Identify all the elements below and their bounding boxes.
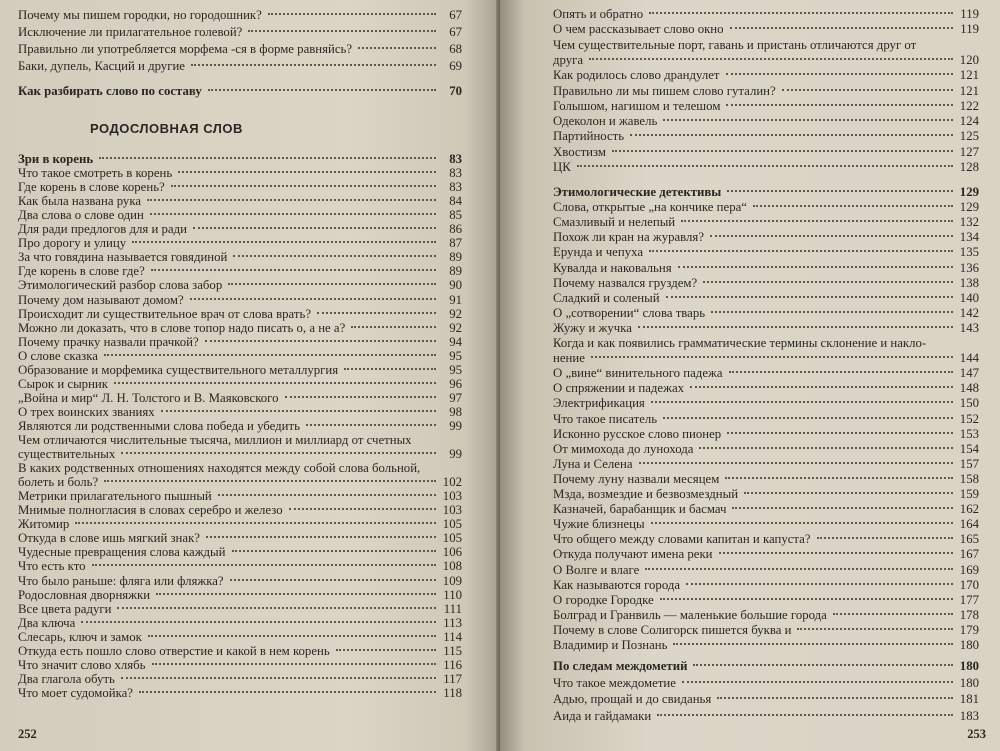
toc-leader-dots bbox=[678, 266, 953, 268]
toc-entry bbox=[553, 159, 979, 176]
toc-entry-page: 119 bbox=[960, 7, 979, 21]
toc-entry-page: 67 bbox=[449, 8, 462, 22]
toc-entry-title: Как была названа рука bbox=[18, 194, 142, 209]
toc-entry-page: 132 bbox=[959, 215, 979, 230]
toc-entry-title: Ерунда и чепуха bbox=[553, 245, 644, 260]
toc-leader-dots bbox=[710, 235, 953, 237]
toc-leader-dots bbox=[205, 340, 436, 342]
toc-entry-page: 159 bbox=[959, 487, 979, 501]
toc-leader-dots bbox=[161, 410, 436, 412]
toc-entry-title: Что есть кто bbox=[18, 559, 86, 574]
toc-leader-dots bbox=[336, 649, 436, 651]
toc-entry-title: О городке Городке bbox=[553, 592, 654, 607]
toc-leader-dots bbox=[132, 241, 436, 243]
toc-entry bbox=[553, 675, 979, 692]
toc-entry-page: 98 bbox=[449, 404, 462, 419]
toc-leader-dots bbox=[171, 185, 436, 187]
toc-entry-page: 164 bbox=[959, 517, 979, 532]
toc-leader-dots bbox=[121, 677, 436, 679]
toc-leader-dots bbox=[193, 227, 436, 229]
toc-entry-page: 108 bbox=[442, 559, 462, 574]
toc-entry-page: 70 bbox=[449, 84, 462, 98]
toc-entry-page: 143 bbox=[959, 320, 979, 335]
toc-entry-page: 87 bbox=[449, 236, 462, 251]
toc-leader-dots bbox=[191, 64, 436, 66]
toc-entry-title: Зри в корень bbox=[18, 152, 94, 166]
toc-entry-page: 127 bbox=[959, 144, 979, 159]
toc-entry bbox=[553, 691, 979, 708]
toc-leader-dots bbox=[726, 73, 953, 75]
toc-entry-title: Аида и гайдамаки bbox=[553, 709, 652, 724]
toc-leader-dots bbox=[358, 47, 436, 49]
toc-entry-title: Мнимые полногласия в словах серебро и железо bbox=[18, 503, 283, 518]
toc-leader-dots bbox=[268, 13, 436, 15]
toc-entry-title: О трех воинских званиях bbox=[18, 404, 155, 419]
toc-entry-title: Происходит ли существительное врач от слова врать? bbox=[18, 306, 312, 321]
toc-entry-page: 94 bbox=[449, 334, 462, 349]
toc-leader-dots bbox=[591, 356, 953, 358]
toc-entry-page: 90 bbox=[449, 278, 462, 293]
toc-leader-dots bbox=[285, 396, 436, 398]
toc-leader-dots bbox=[92, 564, 436, 566]
toc-leader-dots bbox=[673, 643, 953, 645]
toc-leader-dots bbox=[727, 432, 953, 434]
toc-leader-dots bbox=[117, 607, 436, 609]
toc-entry-title: О чем рассказывает слово окно bbox=[553, 22, 724, 37]
toc-entry-page: 129 bbox=[959, 200, 979, 215]
toc-entry-title: Исключение ли прилагательное голевой? bbox=[18, 25, 243, 39]
toc-entry-title: Владимир и Познань bbox=[553, 638, 668, 652]
toc-leader-dots bbox=[726, 104, 953, 106]
toc-leader-dots bbox=[248, 30, 436, 32]
toc-leader-dots bbox=[147, 199, 436, 201]
toc-entry bbox=[18, 58, 462, 75]
toc-entry-title: Откуда получают имена реки bbox=[553, 547, 713, 562]
toc-entry-page: 154 bbox=[959, 441, 979, 456]
toc-entry-page: 121 bbox=[959, 83, 979, 98]
toc-entry-title: Для ради предлогов для и ради bbox=[18, 222, 187, 237]
toc-entry-title: Два ключа bbox=[18, 615, 76, 630]
toc-leader-dots bbox=[190, 298, 436, 300]
toc-leader-dots bbox=[682, 681, 953, 683]
toc-entry-title: Почему мы пишем городки, но городошник? bbox=[18, 8, 262, 22]
toc-leader-dots bbox=[351, 326, 436, 328]
toc-entry-page: 91 bbox=[449, 292, 462, 307]
toc-entry-title: Все цвета радуги bbox=[18, 601, 112, 616]
toc-entry-page: 128 bbox=[959, 160, 979, 174]
toc-entry-page: 180 bbox=[959, 675, 979, 690]
toc-leader-dots bbox=[717, 697, 953, 699]
toc-leader-dots bbox=[121, 452, 436, 454]
toc-leader-dots bbox=[150, 213, 436, 215]
toc-entry-title: О Волге и влаге bbox=[553, 562, 640, 577]
toc-entry-page: 83 bbox=[449, 166, 462, 181]
toc-leader-dots bbox=[732, 507, 953, 509]
toc-leader-dots bbox=[690, 386, 953, 388]
toc-leader-dots bbox=[589, 58, 953, 60]
toc-entry-page: 129 bbox=[959, 185, 979, 199]
toc-leader-dots bbox=[703, 281, 953, 283]
toc-leader-dots bbox=[289, 508, 436, 510]
toc-entry-page: 179 bbox=[959, 622, 979, 637]
toc-entry-title: О „сотворении“ слова тварь bbox=[553, 305, 706, 320]
toc-entry-title: Два глагола обуть bbox=[18, 671, 115, 686]
toc-leader-dots bbox=[148, 635, 436, 637]
toc-entry-title: Правильно ли употребляется морфема -ся в форме равняйсь? bbox=[18, 42, 353, 56]
toc-leader-dots bbox=[577, 165, 953, 167]
toc-entry-title: ЦК bbox=[553, 160, 571, 174]
toc-entry-page: 68 bbox=[449, 42, 462, 56]
toc-entry-page: 119 bbox=[960, 22, 979, 37]
toc-entry-title: Этимологические детективы bbox=[553, 185, 722, 199]
toc-entry-title: Образование и морфемика существительного металлургия bbox=[18, 362, 339, 377]
toc-entry-page: 106 bbox=[442, 545, 462, 560]
toc-leader-dots bbox=[139, 691, 436, 693]
toc-leader-dots bbox=[178, 171, 436, 173]
toc-leader-dots bbox=[317, 312, 436, 314]
toc-entry-page: 135 bbox=[959, 245, 979, 260]
toc-entry-title: О слове сказка bbox=[18, 348, 98, 363]
toc-entry-title: Откуда в слове ишь мягкий знак? bbox=[18, 531, 200, 546]
toc-leader-dots bbox=[104, 354, 436, 356]
toc-leader-dots bbox=[630, 134, 953, 136]
toc-leader-dots bbox=[727, 190, 953, 192]
toc-entry-page: 84 bbox=[449, 194, 462, 209]
toc-leader-dots bbox=[81, 621, 436, 623]
toc-entry-title: Партийность bbox=[553, 129, 625, 144]
toc-entry-title: Где корень в слове где? bbox=[18, 264, 145, 279]
toc-entry-title: Можно ли доказать, что в слове топор надо писать о, а не а? bbox=[18, 320, 346, 335]
toc-leader-dots bbox=[693, 664, 953, 666]
toc-entry-page: 92 bbox=[449, 306, 462, 321]
toc-entry-title: Почему в слове Солигорск пишется буква и bbox=[553, 622, 792, 637]
toc-entry-title: существительных bbox=[18, 447, 116, 462]
toc-entry-page: 144 bbox=[959, 351, 979, 366]
toc-entry-page: 138 bbox=[959, 275, 979, 290]
toc-leader-dots bbox=[114, 382, 436, 384]
toc-entry-page: 148 bbox=[959, 381, 979, 396]
toc-entry-title: За что говядина называется говядиной bbox=[18, 250, 228, 265]
toc-leader-dots bbox=[306, 424, 436, 426]
toc-entry-page: 99 bbox=[449, 418, 462, 433]
toc-entry-title: О „вине“ винительного падежа bbox=[553, 366, 723, 381]
toc-entry-title: Что было раньше: фляга или фляжка? bbox=[18, 573, 224, 588]
toc-entry-page: 67 bbox=[449, 25, 462, 39]
toc-entry-title: Сладкий и соленый bbox=[553, 290, 660, 305]
toc-entry-page: 169 bbox=[959, 562, 979, 577]
toc-entry-title: Мзда, возмездие и безвозмездный bbox=[553, 487, 739, 501]
toc-leader-dots bbox=[725, 477, 953, 479]
toc-entry-page: 125 bbox=[959, 129, 979, 144]
toc-entry-title: Чужие близнецы bbox=[553, 517, 645, 532]
toc-entry-page: 177 bbox=[959, 592, 979, 607]
toc-entry-page: 180 bbox=[959, 638, 979, 652]
toc-entry-page: 158 bbox=[959, 471, 979, 486]
toc-entry-title: Где корень в слове корень? bbox=[18, 180, 165, 195]
toc-entry-title: Что общего между словами капитан и капуста? bbox=[553, 532, 811, 547]
toc-entry-page: 120 bbox=[959, 52, 979, 67]
toc-leader-dots bbox=[663, 119, 953, 121]
toc-entry-page: 89 bbox=[449, 264, 462, 279]
toc-leader-dots bbox=[206, 536, 436, 538]
toc-leader-dots bbox=[208, 89, 436, 91]
toc-entry-title: „Война и мир“ Л. Н. Толстого и В. Маяковского bbox=[18, 390, 279, 405]
toc-entry-page: 167 bbox=[959, 547, 979, 562]
toc-leader-dots bbox=[228, 283, 436, 285]
toc-entry-title: Что значит слово хлябь bbox=[18, 657, 146, 672]
toc-entry-title: Родословная дворняжки bbox=[18, 587, 151, 602]
toc-entry-title: Правильно ли мы пишем слово гуталин? bbox=[553, 83, 776, 98]
toc-entry-title: Про дорогу и улицу bbox=[18, 236, 127, 251]
toc-entry-title: Почему дом называют домом? bbox=[18, 292, 184, 307]
toc-entry-page: 152 bbox=[959, 411, 979, 426]
toc-leader-dots bbox=[729, 371, 953, 373]
toc-entry-page: 165 bbox=[959, 532, 979, 547]
toc-leader-dots bbox=[663, 417, 953, 419]
toc-entry-page: 147 bbox=[959, 366, 979, 381]
toc-entry-title: Кувалда и наковальня bbox=[553, 260, 672, 275]
toc-entry-title: Смазливый и нелепый bbox=[553, 215, 676, 230]
toc-entry-page: 122 bbox=[959, 98, 979, 113]
toc-entry-page: 83 bbox=[449, 152, 462, 166]
toc-leader-dots bbox=[681, 220, 953, 222]
toc-entry-title: Слесарь, ключ и замок bbox=[18, 629, 142, 644]
toc-entry-title: Чем отличаются числительные тысяча, миллион и миллиард от счетных bbox=[18, 433, 412, 447]
toc-leader-dots bbox=[344, 368, 436, 370]
toc-entry-title: О спряжении и падежах bbox=[553, 381, 685, 396]
toc-entry-title: Что такое междометие bbox=[553, 675, 676, 690]
toc-entry-title: От мимохода до лунохода bbox=[553, 441, 694, 456]
toc-leader-dots bbox=[152, 663, 436, 665]
toc-entry-title: Что такое смотреть в корень bbox=[18, 166, 173, 181]
toc-entry-title: Житомир bbox=[18, 517, 70, 532]
toc-leader-dots bbox=[666, 296, 953, 298]
page-number-right: 253 bbox=[967, 727, 986, 741]
toc-entry-title: Исконно русское слово пионер bbox=[553, 426, 722, 441]
toc-entry-page: 85 bbox=[449, 208, 462, 223]
toc-entry-title: Этимологический разбор слова забор bbox=[18, 278, 223, 293]
toc-entry-page: 111 bbox=[443, 601, 462, 616]
toc-leader-dots bbox=[156, 593, 436, 595]
toc-entry-page: 103 bbox=[442, 489, 462, 504]
toc-entry-title: Болград и Гранвиль — маленькие большие города bbox=[553, 607, 827, 622]
toc-entry bbox=[553, 708, 979, 725]
toc-entry-title: Почему луну назвали месяцем bbox=[553, 471, 720, 486]
toc-entry-title: По следам междометий bbox=[553, 659, 688, 673]
toc-leader-dots bbox=[711, 311, 953, 313]
toc-entry-page: 86 bbox=[449, 222, 462, 237]
toc-entry-page: 95 bbox=[449, 348, 462, 363]
toc-entry-title: Слова, открытые „на кончике пера“ bbox=[553, 200, 747, 215]
toc-entry-page: 103 bbox=[442, 503, 462, 518]
toc-entry-title: Электрификация bbox=[553, 396, 645, 411]
toc-entry-title: Являются ли родственными слова победа и убедить bbox=[18, 418, 300, 433]
toc-entry-page: 105 bbox=[442, 517, 462, 532]
toc-leader-dots bbox=[151, 269, 436, 271]
toc-entry-title: нение bbox=[553, 351, 585, 366]
toc-leader-dots bbox=[649, 250, 953, 252]
toc-leader-dots bbox=[218, 494, 436, 496]
toc-leader-dots bbox=[719, 552, 953, 554]
toc-entry-page: 105 bbox=[442, 531, 462, 546]
toc-entry-title: Похож ли кран на журавля? bbox=[553, 230, 705, 245]
toc-entry-title: болеть и боль? bbox=[18, 475, 99, 490]
toc-entry-page: 96 bbox=[449, 376, 462, 391]
toc-leader-dots bbox=[645, 568, 953, 570]
toc-leader-dots bbox=[753, 205, 953, 207]
toc-entry-title: Хвостизм bbox=[553, 144, 607, 159]
toc-entry-page: 110 bbox=[443, 587, 462, 602]
toc-leader-dots bbox=[782, 89, 953, 91]
toc-leader-dots bbox=[612, 150, 953, 152]
toc-entry-page: 153 bbox=[959, 426, 979, 441]
toc-leader-dots bbox=[833, 613, 953, 615]
toc-entry bbox=[553, 637, 979, 654]
toc-entry-page: 181 bbox=[959, 692, 979, 707]
toc-entry-title: В каких родственных отношениях находятся между собой слова больной, bbox=[18, 461, 421, 476]
toc-entry-page: 114 bbox=[443, 629, 462, 644]
page-number-left: 252 bbox=[18, 727, 37, 741]
toc-entry bbox=[18, 685, 462, 702]
toc-entry-title: Откуда есть пошло слово отверстие и какой в нем корень bbox=[18, 643, 330, 658]
toc-entry bbox=[18, 24, 462, 41]
toc-entry-page: 113 bbox=[443, 615, 462, 630]
toc-entry-page: 95 bbox=[449, 362, 462, 377]
toc-entry-page: 183 bbox=[959, 709, 979, 724]
toc-entry-title: Как разбирать слово по составу bbox=[18, 84, 202, 98]
toc-entry-page: 83 bbox=[449, 180, 462, 195]
toc-entry-page: 92 bbox=[449, 320, 462, 335]
toc-entry-page: 89 bbox=[449, 250, 462, 265]
toc-entry-title: Что такое писатель bbox=[553, 411, 658, 426]
toc-leader-dots bbox=[817, 537, 953, 539]
toc-leader-dots bbox=[657, 714, 953, 716]
toc-leader-dots bbox=[99, 157, 436, 159]
toc-entry-page: 142 bbox=[959, 305, 979, 320]
toc-leader-dots bbox=[639, 462, 954, 464]
toc-entry bbox=[18, 7, 462, 24]
toc-entry-page: 170 bbox=[959, 577, 979, 592]
toc-entry-title: Чем существительные порт, гавань и пристань отличаются друг от bbox=[553, 37, 917, 52]
toc-entry-title: Почему назвался груздем? bbox=[553, 275, 698, 290]
toc-entry-title: Адью, прощай и до свиданья bbox=[553, 692, 712, 707]
toc-entry-page: 124 bbox=[959, 114, 979, 129]
toc-entry-page: 162 bbox=[959, 502, 979, 517]
right-page bbox=[500, 0, 1000, 751]
toc-entry-title: Казначей, барабанщик и басмач bbox=[553, 502, 727, 517]
toc-entry-title: Одеколон и жавель bbox=[553, 114, 658, 129]
toc-leader-dots bbox=[797, 628, 953, 630]
toc-entry-title: Луна и Селена bbox=[553, 456, 633, 471]
toc-entry-page: 136 bbox=[959, 260, 979, 275]
toc-entry-page: 115 bbox=[443, 643, 462, 658]
toc-entry-page: 121 bbox=[959, 68, 979, 83]
toc-entry-title: Жужу и жучка bbox=[553, 320, 632, 335]
toc-leader-dots bbox=[651, 401, 953, 403]
toc-entry-page: 150 bbox=[959, 396, 979, 411]
toc-entry-page: 99 bbox=[449, 447, 462, 462]
toc-leader-dots bbox=[233, 255, 436, 257]
toc-entry-page: 69 bbox=[449, 59, 462, 73]
toc-entry-title: Как родилось слово драндулет bbox=[553, 68, 720, 83]
toc-entry-title: Когда и как появились грамматические термины склонение и накло- bbox=[553, 336, 927, 350]
toc-entry-page: 140 bbox=[959, 290, 979, 305]
toc-leader-dots bbox=[744, 492, 953, 494]
section-title: РОДОСЛОВНАЯ СЛОВ bbox=[90, 121, 243, 136]
toc-leader-dots bbox=[104, 480, 436, 482]
toc-entry-page: 116 bbox=[443, 657, 462, 672]
toc-entry-title: Опять и обратно bbox=[553, 7, 644, 21]
toc-entry-title: Сырок и сырник bbox=[18, 376, 108, 391]
toc-leader-dots bbox=[649, 12, 953, 14]
toc-entry-title: Почему прачку назвали прачкой? bbox=[18, 334, 199, 349]
toc-entry-page: 178 bbox=[959, 607, 979, 622]
toc-entry-page: 157 bbox=[959, 456, 979, 471]
toc-entry-title: Что моет судомойка? bbox=[18, 685, 133, 700]
toc-entry-title: Два слова о слове один bbox=[18, 208, 144, 223]
toc-leader-dots bbox=[651, 522, 953, 524]
toc-leader-dots bbox=[730, 27, 953, 29]
toc-entry-title: Баки, дупель, Касций и другие bbox=[18, 59, 185, 73]
toc-leader-dots bbox=[699, 447, 953, 449]
toc-leader-dots bbox=[230, 579, 436, 581]
toc-entry bbox=[18, 83, 462, 100]
toc-entry-page: 118 bbox=[443, 685, 462, 700]
toc-entry-page: 97 bbox=[449, 390, 462, 405]
toc-leader-dots bbox=[75, 522, 436, 524]
toc-leader-dots bbox=[686, 583, 953, 585]
toc-entry bbox=[18, 41, 462, 58]
toc-entry-title: Голышом, нагишом и телешом bbox=[553, 98, 721, 113]
toc-entry-title: Метрики прилагательного пышный bbox=[18, 489, 212, 504]
toc-entry-page: 117 bbox=[443, 671, 462, 686]
toc-entry bbox=[553, 658, 979, 675]
toc-entry-title: друга bbox=[553, 52, 584, 67]
toc-leader-dots bbox=[232, 550, 436, 552]
toc-entry-title: Как называются города bbox=[553, 577, 681, 592]
toc-leader-dots bbox=[660, 598, 953, 600]
toc-entry-page: 180 bbox=[959, 659, 979, 673]
toc-entry-page: 134 bbox=[959, 230, 979, 245]
toc-entry-page: 109 bbox=[442, 573, 462, 588]
toc-entry-title: Чудесные превращения слова каждый bbox=[18, 545, 226, 560]
toc-leader-dots bbox=[638, 326, 953, 328]
toc-entry-page: 102 bbox=[442, 475, 462, 490]
